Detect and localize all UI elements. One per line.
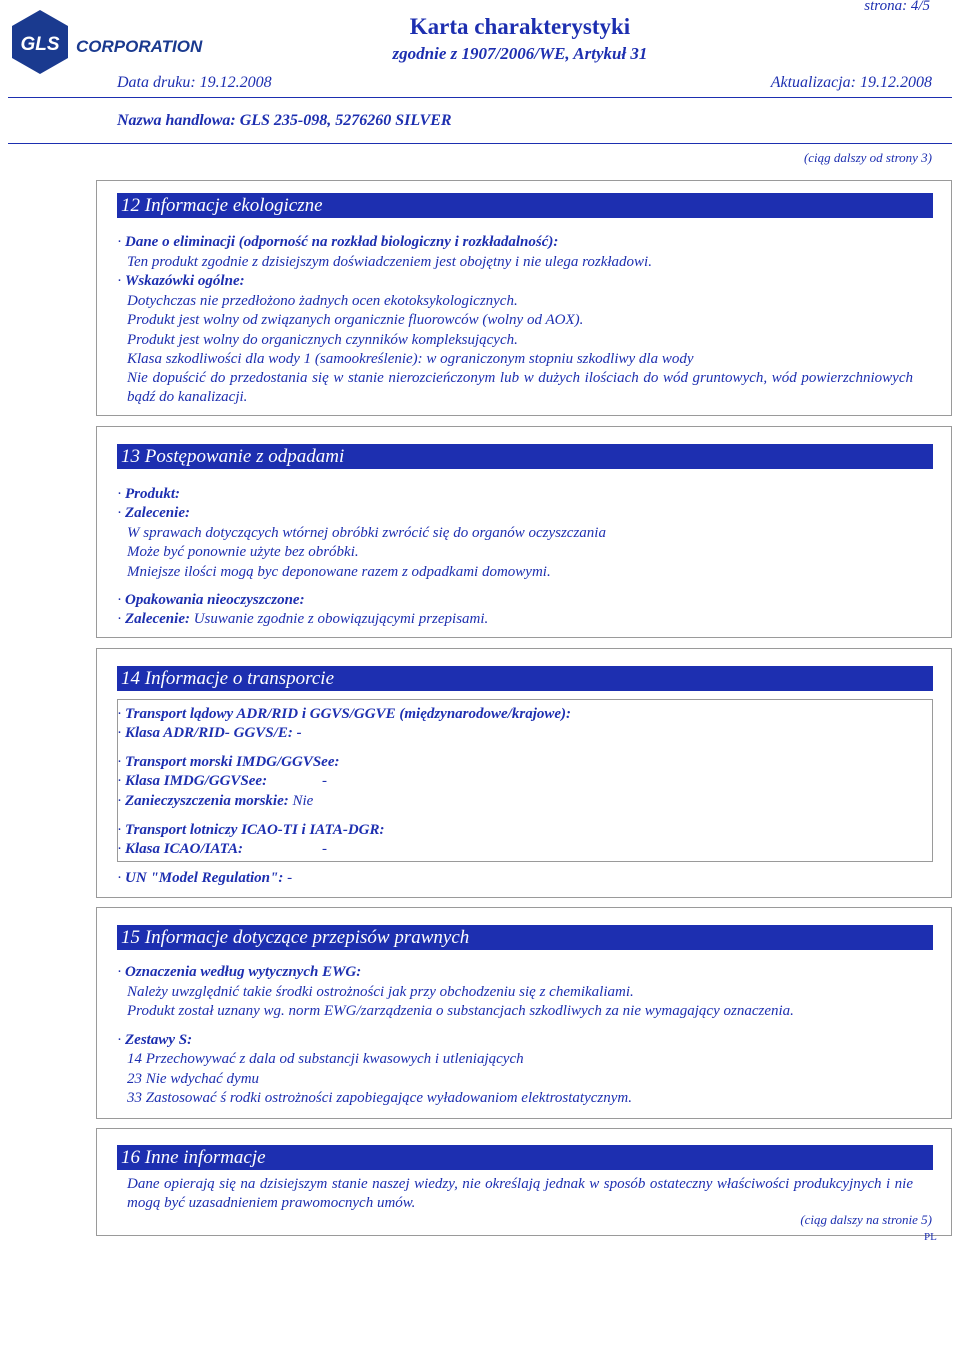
s14-line: · Transport lądowy ADR/RID i GGVS/GGVE (międzynarodowe/krajowe): — [117, 706, 572, 722]
s13-line: · Zalecenie: — [117, 505, 190, 521]
continued-from-note: (ciąg dalszy od strony 3) — [803, 150, 932, 165]
section-14-title: 14 Informacje o transporcie — [117, 666, 933, 691]
gls-logo-icon — [10, 8, 210, 78]
s14-line: · Klasa ICAO/IATA: - — [117, 841, 327, 857]
update-date: Aktualizacja: 19.12.2008 — [770, 74, 932, 91]
s12-line: · Wskazówki ogólne: — [117, 273, 245, 289]
print-date: Data druku: 19.12.2008 — [117, 74, 272, 91]
continued-to-note: (ciąg dalszy na stronie 5) — [800, 1212, 932, 1227]
s14-line: · Transport lotniczy ICAO-TI i IATA-DGR: — [117, 822, 385, 838]
s15-line: · Zestawy S: — [117, 1032, 193, 1048]
page-number: strona: 4/5 — [864, 0, 930, 14]
s14-line: · Zanieczyszczenia morskie: Nie — [117, 793, 314, 809]
s12-line: Ten produkt zgodnie z dzisiejszym doświadczeniem jest obojętny i nie ulega rozkładowi. — [127, 254, 652, 270]
s15-line: 23 Nie wdychać dymu — [127, 1071, 260, 1087]
section-12-title: 12 Informacje ekologiczne — [117, 193, 933, 218]
s14-line: · UN "Model Regulation": - — [117, 870, 293, 886]
s12-line: Produkt jest wolny do organicznych czynników kompleksujących. — [127, 332, 518, 348]
s13-line: W sprawach dotyczących wtórnej obróbki zwrócić się do organów oczyszczania — [127, 525, 606, 541]
s15-line: · Oznaczenia według wytycznych EWG: — [117, 964, 362, 980]
s15-line: Należy uwzględnić takie środki ostrożności jak przy obchodzeniu się z chemikaliami. — [127, 984, 634, 1000]
s14-line: · Klasa ADR/RID- GGVS/E: - — [117, 725, 302, 741]
svg-text:CORPORATION: CORPORATION — [76, 37, 203, 56]
section-15-title: 15 Informacje dotyczące przepisów prawnych — [117, 925, 933, 950]
svg-text:GLS: GLS — [20, 34, 60, 55]
section-14-box — [96, 648, 952, 898]
section-13-title: 13 Postępowanie z odpadami — [117, 444, 933, 469]
trade-name: Nazwa handlowa: GLS 235-098, 5276260 SILVER — [117, 112, 452, 129]
s16-line: Dane opierają się na dzisiejszym stanie naszej wiedzy, nie określają jednak w sposób ostateczny właściwości produkcyjnych i nie mogą być uzasadnieniem prawomocnych umów. — [127, 1176, 913, 1211]
s12-line: Produkt jest wolny od związanych organicznie fluorowców (wolny od AOX). — [127, 312, 584, 328]
document-title: Karta charakterystyki — [409, 14, 631, 39]
trade-name-divider — [8, 143, 952, 144]
s13-line: Może być ponownie użyte bez obróbki. — [127, 544, 359, 560]
s12-line: Klasa szkodliwości dla wody 1 (samookreślenie): w ograniczonym stopniu szkodliwy dla wody — [127, 351, 694, 367]
header-divider — [8, 97, 952, 98]
company-logo — [10, 8, 210, 78]
language-code: PL — [924, 1231, 937, 1243]
s13-line: · Zalecenie: Usuwanie zgodnie z obowiązującymi przepisami. — [117, 611, 489, 627]
s14-line: · Transport morski IMDG/GGVSee: — [117, 754, 340, 770]
document-subtitle: zgodnie z 1907/2006/WE, Artykuł 31 — [392, 44, 648, 63]
s13-line: · Opakowania nieoczyszczone: — [117, 592, 305, 608]
s15-line: 33 Zastosować ś rodki ostrożności zapobiegające wyładowaniom elektrostatycznym. — [127, 1090, 632, 1106]
s14-line: · Klasa IMDG/GGVSee: - — [117, 773, 327, 789]
s12-line: Dotychczas nie przedłożono żadnych ocen ekotoksykologicznych. — [127, 293, 518, 309]
s15-line: Produkt został uznany wg. norm EWG/zarządzenia o substancjach szkodliwych za nie wymagający oznaczenia. — [127, 1003, 794, 1019]
s15-line: 14 Przechowywać z dala od substancji kwasowych i utleniających — [127, 1051, 524, 1067]
section-16-title: 16 Inne informacje — [117, 1145, 933, 1170]
s13-line: · Produkt: — [117, 486, 181, 502]
s12-line: Nie dopuścić do przedostania się w stanie nierozcieńczonym lub w dużych ilościach do wód gruntowych, wód powierzchniowych bądź do kanalizacji. — [127, 370, 913, 405]
section-15-box — [96, 907, 952, 1119]
section-12-box — [96, 180, 952, 416]
s12-line: · Dane o eliminacji (odporność na rozkład biologiczny i rozkładalność): — [117, 234, 559, 250]
section-13-box — [96, 426, 952, 638]
s13-line: Mniejsze ilości mogą byc deponowane razem z odpadkami domowymi. — [127, 564, 551, 580]
